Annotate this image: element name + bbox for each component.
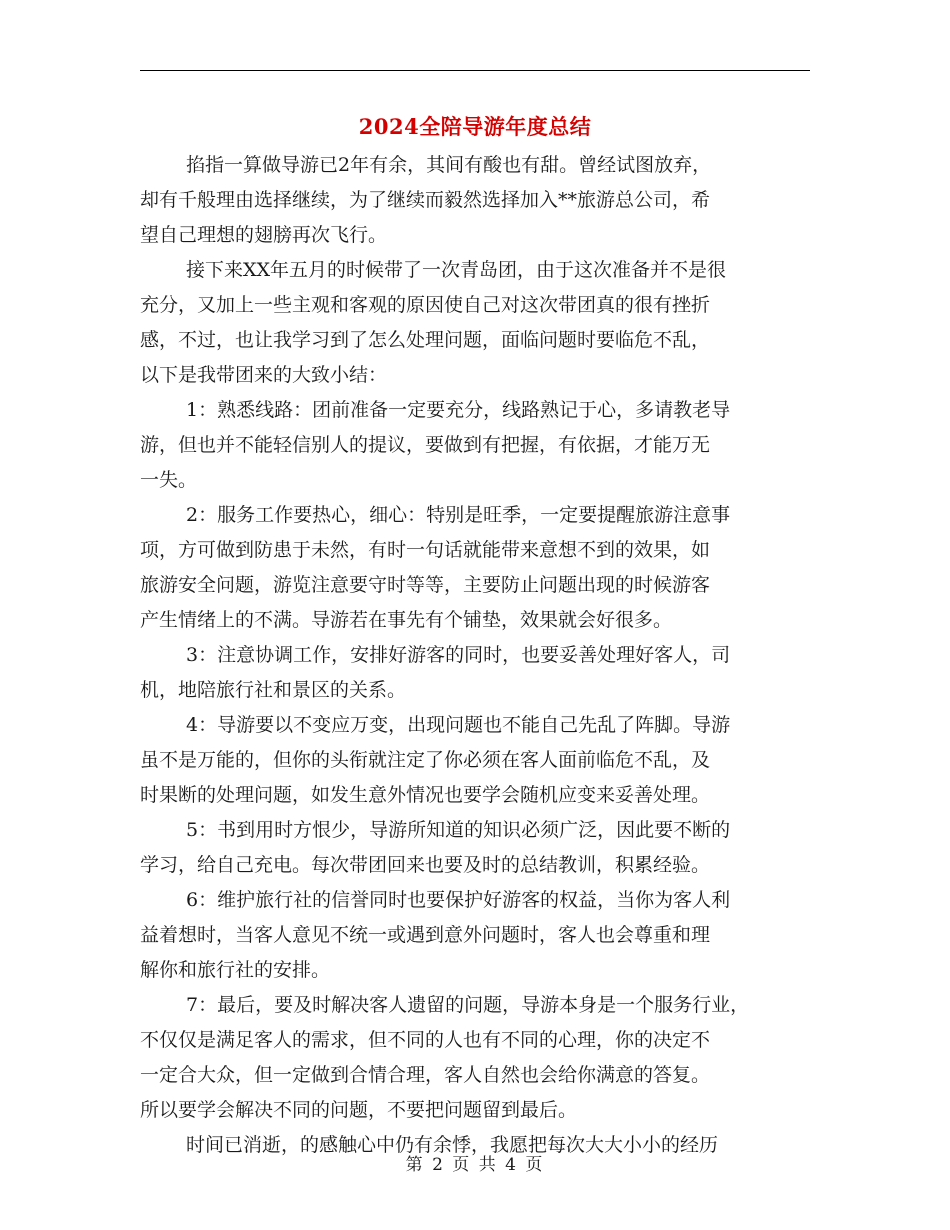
text-line: 机，地陪旅行社和景区的关系。 <box>140 679 407 701</box>
text-line: 游，但也并不能轻信别人的提议，要做到有把握，有依据，才能万无 <box>140 434 711 456</box>
paragraph-3 <box>140 393 810 498</box>
page-footer: 第 2 页 共 4 页 <box>405 1155 545 1175</box>
text-line: 3：注意协调工作，安排好游客的同时，也要妥善处理好客人，司 <box>186 644 731 666</box>
text-line: 时间已消逝，的感触心中仍有余悸，我愿把每次大大小小的经历 <box>186 1134 719 1156</box>
text-line: 所以要学会解决不同的问题，不要把问题留到最后。 <box>140 1099 578 1121</box>
document-body <box>140 148 810 1163</box>
text-line: 6：维护旅行社的信誉同时也要保护好游客的权益，当你为客人利 <box>186 889 731 911</box>
text-line: 一失。 <box>140 469 198 491</box>
text-line: 接下来XX年五月的时候带了一次青岛团，由于这次准备并不是很 <box>186 259 727 281</box>
paragraph-2 <box>140 253 810 393</box>
paragraph-5 <box>140 638 810 708</box>
text-line: 1：熟悉线路：团前准备一定要充分，线路熟记于心，多请教老导 <box>186 399 731 421</box>
text-line: 解你和旅行社的安排。 <box>140 959 331 981</box>
text-line: 2：服务工作要热心，细心：特别是旺季，一定要提醒旅游注意事 <box>186 504 731 526</box>
text-line: 不仅仅是满足客人的需求，但不同的人也有不同的心理，你的决定不 <box>140 1029 711 1051</box>
text-line: 产生情绪上的不满。导游若在事先有个铺垫，效果就会好很多。 <box>140 609 673 631</box>
text-line: 5：书到用时方恨少，导游所知道的知识必须广泛，因此要不断的 <box>186 819 731 841</box>
paragraph-7 <box>140 813 810 883</box>
document-title: 2024全陪导游年度总结 <box>358 114 592 139</box>
paragraph-6 <box>140 708 810 813</box>
paragraph-8 <box>140 883 810 988</box>
text-line: 却有千般理由选择继续，为了继续而毅然选择加入**旅游总公司，希 <box>140 189 711 211</box>
text-line: 时果断的处理问题，如发生意外情况也要学会随机应变来妥善处理。 <box>140 784 711 806</box>
text-line: 充分，又加上一些主观和客观的原因使自己对这次带团真的很有挫折 <box>140 294 711 316</box>
text-line: 一定合大众，但一定做到合情合理，客人自然也会给你满意的答复。 <box>140 1064 711 1086</box>
text-line: 感，不过，也让我学习到了怎么处理问题，面临问题时要临危不乱， <box>140 329 711 351</box>
text-line: 虽不是万能的，但你的头衔就注定了你必须在客人面前临危不乱，及 <box>140 749 711 771</box>
text-line: 4：导游要以不变应万变，出现问题也不能自己先乱了阵脚。导游 <box>186 714 731 736</box>
paragraph-4 <box>140 498 810 638</box>
paragraph-1 <box>140 148 810 253</box>
header-rule <box>140 70 810 71</box>
text-line: 旅游安全问题，游览注意要守时等等，主要防止问题出现的时候游客 <box>140 574 711 596</box>
text-line: 掐指一算做导游已2年有余，其间有酸也有甜。曾经试图放弃， <box>186 154 712 176</box>
text-line: 以下是我带团来的大致小结： <box>140 364 388 386</box>
text-line: 益着想时，当客人意见不统一或遇到意外问题时，客人也会尊重和理 <box>140 924 711 946</box>
paragraph-9 <box>140 988 810 1128</box>
text-line: 项，方可做到防患于未然，有时一句话就能带来意想不到的效果，如 <box>140 539 711 561</box>
text-line: 7：最后，要及时解决客人遗留的问题，导游本身是一个服务行业， <box>186 994 750 1016</box>
text-line: 望自己理想的翅膀再次飞行。 <box>140 224 388 246</box>
text-line: 学习，给自己充电。每次带团回来也要及时的总结教训，积累经验。 <box>140 854 711 876</box>
